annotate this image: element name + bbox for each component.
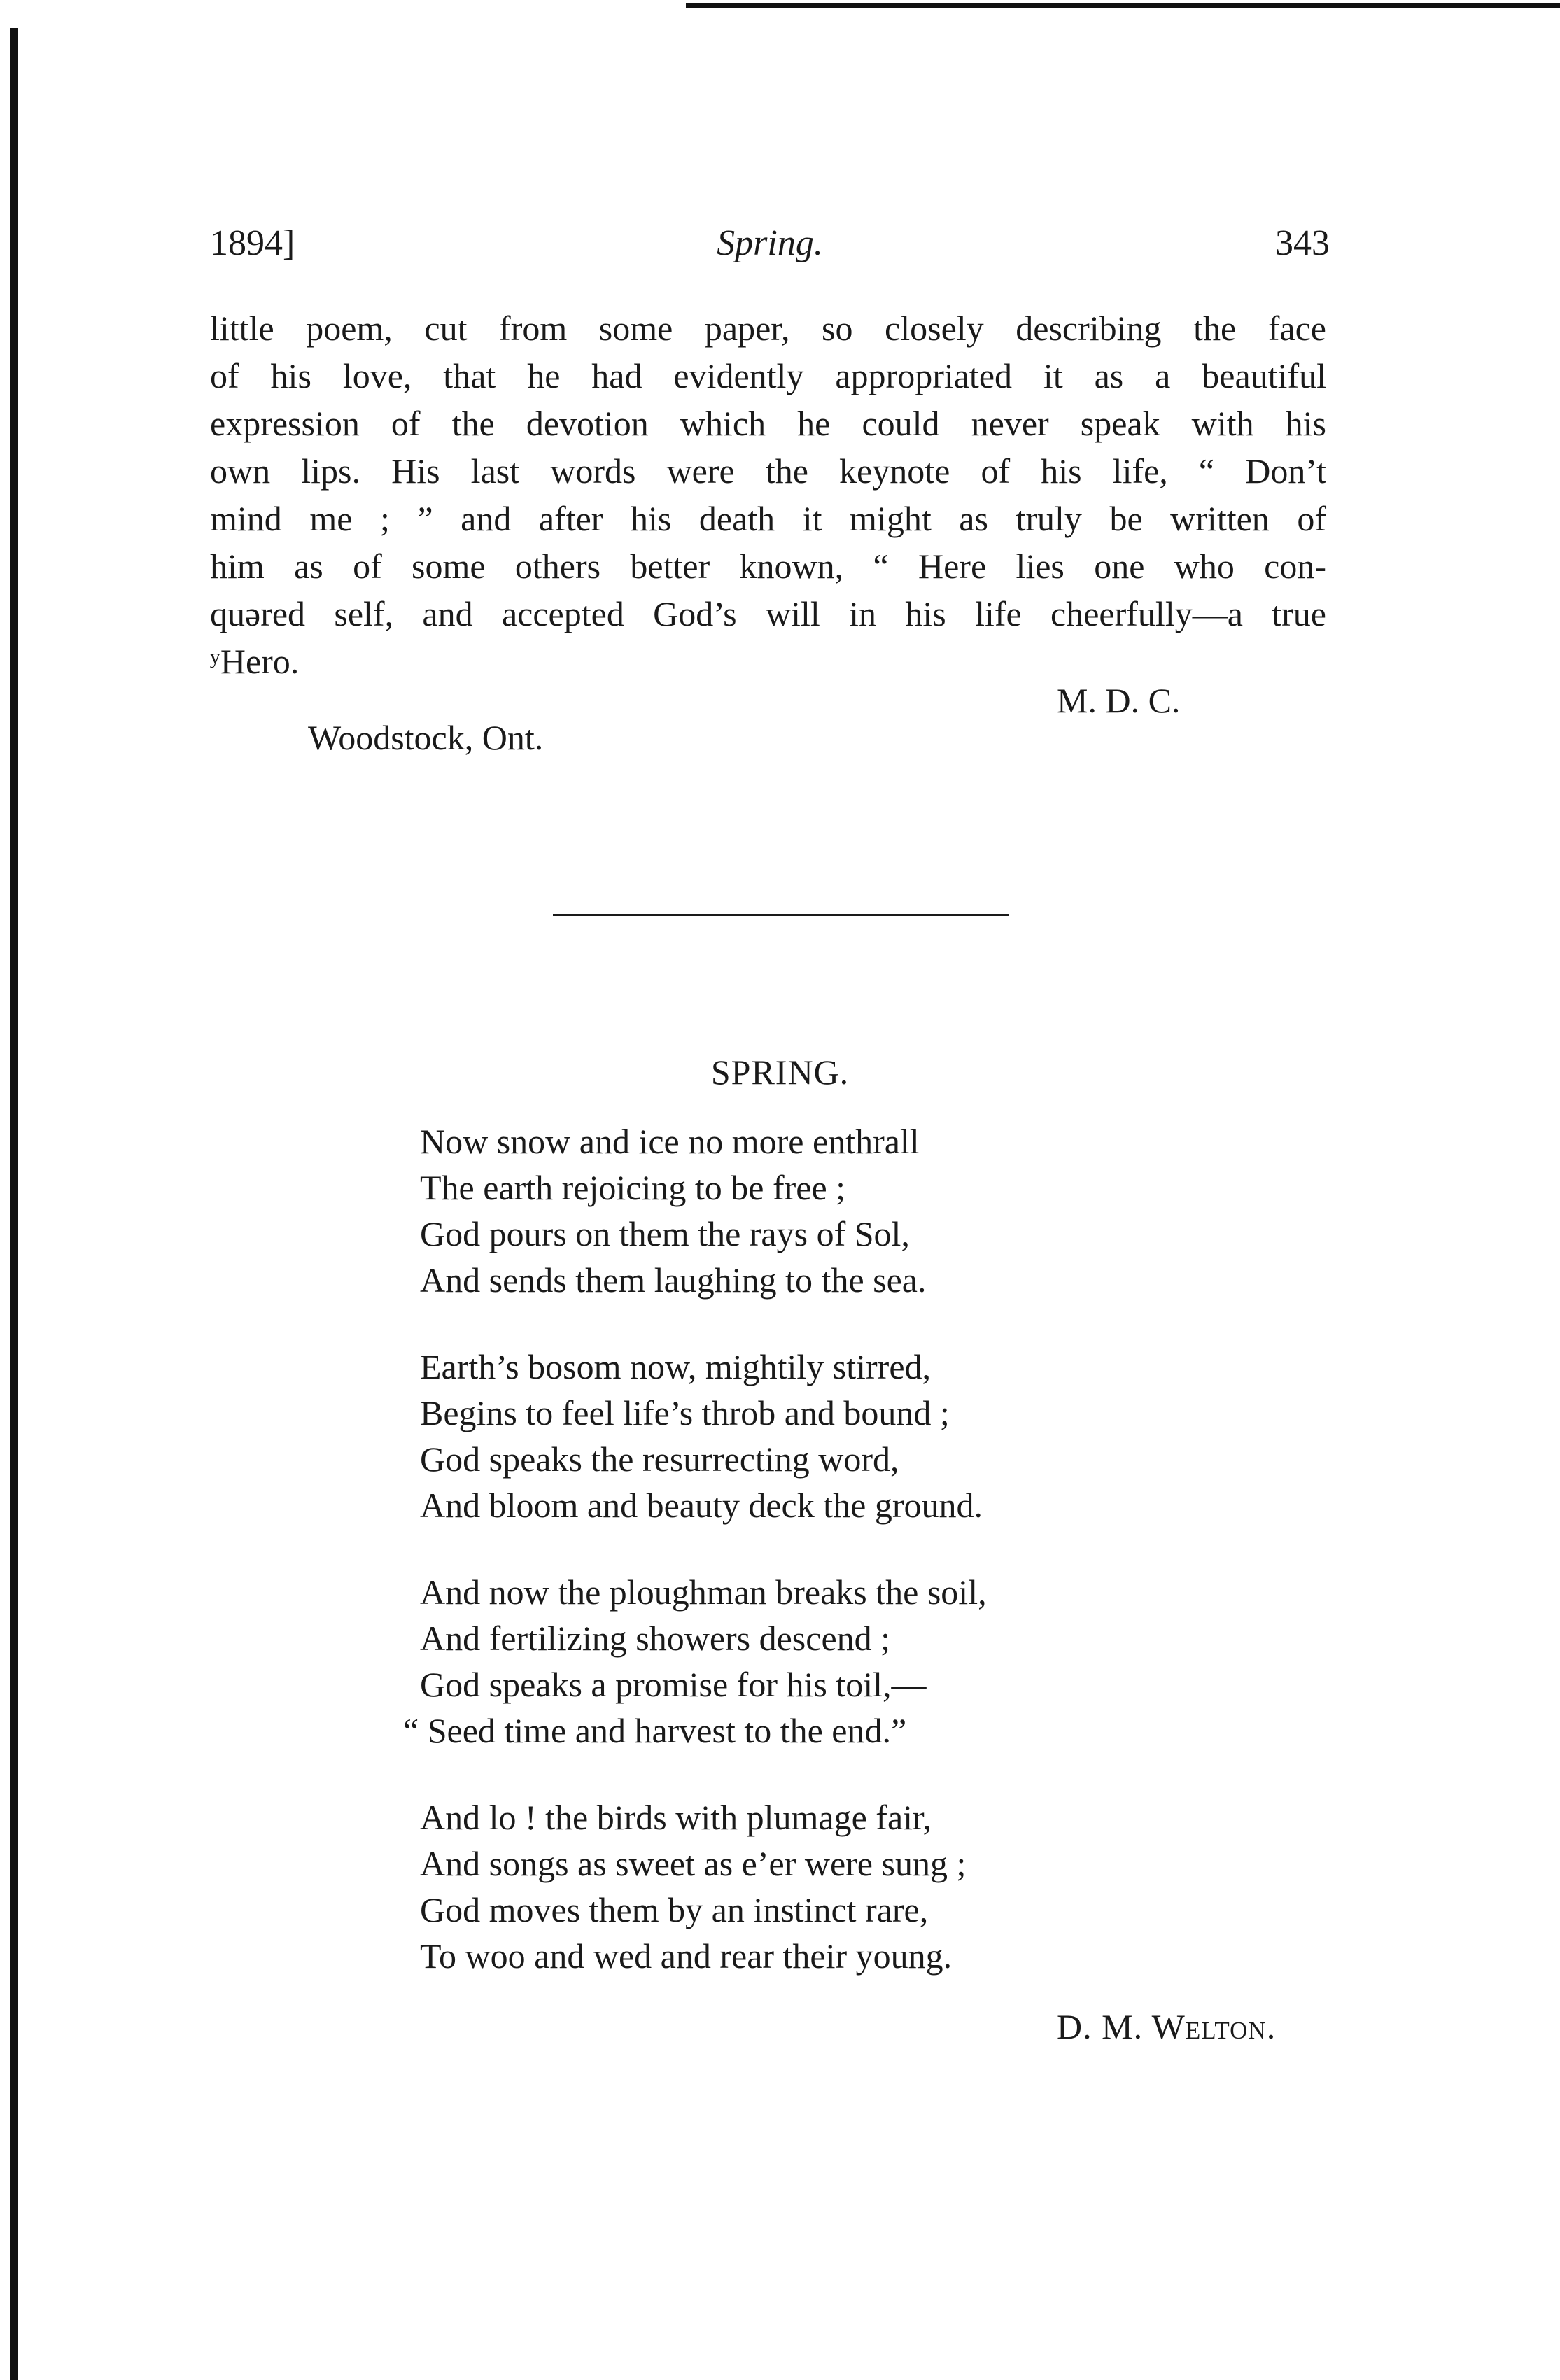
prose-line: of his love, that he had evidently appropriated it as a beautiful xyxy=(210,356,1326,395)
prose-line: quəred self, and accepted God’s will in his life cheerfully—a true xyxy=(210,594,1326,633)
poem-stanza xyxy=(420,1344,987,1528)
signoff-initials: M. D. C. xyxy=(1057,681,1181,720)
poem-verse: And lo ! the birds with plumage fair, xyxy=(420,1798,932,1837)
binding-edge xyxy=(10,28,18,2380)
poem-title: SPRING. xyxy=(710,1052,850,1092)
poem-verse: The earth rejoicing to be free ; xyxy=(420,1168,846,1207)
poem-verse: And fertilizing showers descend ; xyxy=(420,1619,891,1658)
poem-verse: God moves them by an instinct rare, xyxy=(420,1890,929,1929)
poem-verse: Now snow and ice no more enthrall xyxy=(420,1122,920,1161)
header-year: 1894] xyxy=(210,223,295,263)
prose-line: him as of some others better known, “ Here lies one who con- xyxy=(210,547,1326,586)
running-header xyxy=(210,223,1330,279)
header-page-number: 343 xyxy=(1275,223,1330,263)
prose-line: expression of the devotion which he could never speak with his xyxy=(210,404,1326,443)
poem-stanza xyxy=(420,1118,987,1303)
poem-verse: And now the ploughman breaks the soil, xyxy=(420,1572,987,1612)
header-running-title: Spring. xyxy=(717,223,823,263)
prose-line: mind me ; ” and after his death it might as truly be written of xyxy=(210,499,1326,538)
poem-verse: And songs as sweet as e’er were sung ; xyxy=(420,1844,967,1883)
poem-verse: God speaks a promise for his toil,— xyxy=(420,1665,927,1704)
poem-verse: God speaks the resurrecting word, xyxy=(420,1439,899,1479)
signoff-place: Woodstock, Ont. xyxy=(308,718,544,757)
prose-line: ʸHero. xyxy=(210,642,300,681)
poem-body xyxy=(403,1118,987,2020)
prose-paragraph xyxy=(210,304,1326,685)
poem-verse: God pours on them the rays of Sol, xyxy=(420,1214,910,1253)
poem-stanza xyxy=(403,1569,987,1754)
poem-verse: Earth’s bosom now, mightily stirred, xyxy=(420,1347,932,1386)
poem-author: D. M. Welton. xyxy=(1057,2007,1277,2046)
poem-stanza xyxy=(420,1794,987,1979)
prose-line: own lips. His last words were the keynote of his life, “ Don’t xyxy=(210,451,1326,491)
poem-verse: And bloom and beauty deck the ground. xyxy=(420,1486,983,1525)
prose-line: little poem, cut from some paper, so closely describing the face xyxy=(210,309,1326,348)
poem-verse: Begins to feel life’s throb and bound ; xyxy=(420,1393,950,1432)
poem-verse: And sends them laughing to the sea. xyxy=(420,1260,927,1300)
poem-verse: “ Seed time and harvest to the end.” xyxy=(403,1711,907,1750)
top-rule xyxy=(686,3,1560,8)
section-divider xyxy=(553,914,1009,916)
poem-verse: To woo and wed and rear their young. xyxy=(420,1936,953,1976)
